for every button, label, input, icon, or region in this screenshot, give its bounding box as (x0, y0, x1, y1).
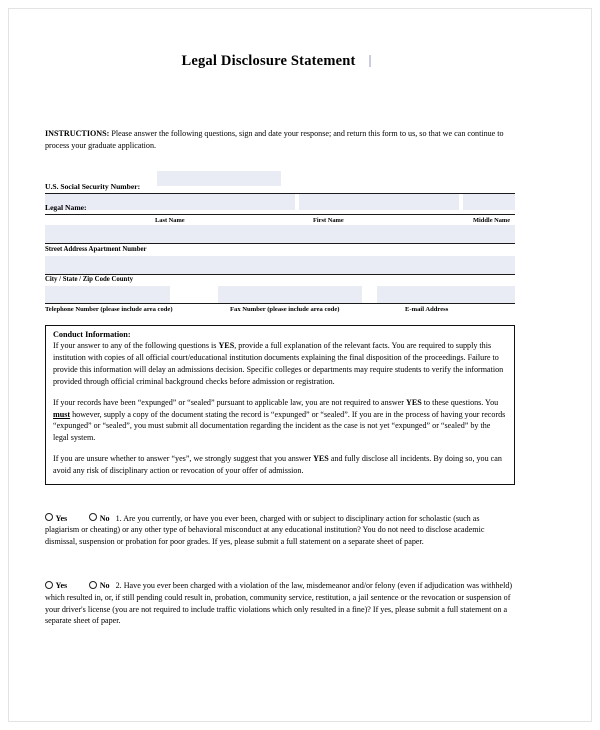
instructions-paragraph (45, 128, 515, 151)
conduct-heading: Conduct Information: (53, 330, 131, 340)
ssn-input[interactable] (157, 171, 281, 186)
legal-name-row (45, 194, 515, 214)
question-1-text: Are you currently, or have you ever been, charged with or subject to disciplinary action for scholastic (such as plagiarism or cheating) or any other type of behavioral misconduct at any educational institution? You do not need to disclose academic dismissal, suspension or probation for poor grades. If yes, please submit a full statement on a separate sheet of paper. (45, 513, 485, 547)
conduct-p1-part-a: If your answer to any of the following questions is (53, 341, 219, 351)
document-content (45, 0, 515, 627)
question-1-no-radio[interactable] (89, 513, 97, 521)
first-name-input[interactable] (299, 194, 459, 210)
street-address-input[interactable] (45, 225, 515, 243)
question-1-number: 1. (115, 513, 122, 523)
conduct-p1-yes: YES (218, 341, 235, 351)
city-state-zip-label: City / State / Zip Code County (45, 276, 133, 284)
contact-labels (45, 304, 515, 313)
telephone-input[interactable] (45, 286, 170, 303)
contact-gap-1 (170, 286, 218, 303)
question-2-yes-label[interactable]: Yes (55, 581, 68, 591)
fax-input[interactable] (218, 286, 362, 303)
telephone-label: Telephone Number (please include area code) (45, 306, 173, 314)
question-1 (45, 513, 515, 548)
conduct-p3-part-a: If you are unsure whether to answer “yes”, we strongly suggest that you answer (53, 453, 314, 463)
contact-gap-2 (362, 286, 377, 303)
text-cursor-caret (369, 55, 371, 67)
conduct-p2-part-b: to these questions. You (421, 397, 499, 407)
instructions-text: Please answer the following questions, sign and date your response; and return this form to us, so that we can continue to process your graduate application. (45, 129, 504, 150)
first-name-label: First Name (313, 216, 344, 224)
conduct-p3-yes: YES (313, 453, 329, 463)
question-2-no-label[interactable]: No (99, 581, 110, 591)
question-1-yes-label[interactable]: Yes (55, 513, 68, 523)
question-2-text: Have you ever been charged with a violation of the law, misdemeanor and/or felony (even if adjudication was withheld) which resulted in, or, if still pending could result in, probation, community service, restitution, a jail sentence or the revocation or suspension of your driver's license (you are not required to include traffic violations which only resulted in a fine)? If yes, please submit a full statement on a separate sheet of paper. (45, 581, 513, 626)
applicant-form (45, 171, 515, 313)
conduct-p1-part-b: , provide a full explanation of the relevant facts. You are required to supply this institution with copies of all official court/educational institution documents explaining the final disposition of the proceedings. Failure to provide this information will delay an admissions decision. Specific colleges or departments may require students to verify the information provided through official criminal background checks before admission or registration. (53, 341, 504, 386)
contact-inputs (45, 286, 515, 303)
middle-name-label: Middle Name (473, 216, 511, 224)
conduct-p2-must: must (53, 409, 71, 419)
question-2-options (45, 581, 110, 590)
question-1-options (45, 514, 110, 523)
page-title: Legal Disclosure Statement (181, 53, 356, 69)
middle-name-input[interactable] (463, 194, 515, 210)
legal-name-label: Legal Name: (45, 203, 87, 213)
last-name-label: Last Name (155, 216, 185, 224)
question-2-number: 2. (115, 581, 122, 591)
question-1-yes-radio[interactable] (45, 513, 53, 521)
ssn-label: U.S. Social Security Number: (45, 182, 141, 192)
name-sublabels (45, 215, 515, 225)
question-2-yes-radio[interactable] (45, 581, 53, 589)
question-2-no-radio[interactable] (89, 581, 97, 589)
conduct-p3-part-b: and fully disclose all incidents. By doing so, you can avoid any risk of disciplinary action or revocation of your offer of admission. (53, 453, 502, 475)
email-input[interactable] (377, 286, 515, 303)
conduct-paragraph-1 (53, 340, 507, 387)
conduct-p2-part-c: however, supply a copy of the document stating the record is “expunged” or “sealed”. If you are in the process of having your records “expunged” or “sealed”, you must submit all documentation regarding the incident as the case is not yet “expunged” or “sealed” by the legal system. (53, 409, 506, 443)
conduct-information-box (45, 325, 515, 484)
email-label: E-mail Address (405, 306, 449, 314)
conduct-paragraph-3 (53, 453, 507, 477)
title-area (45, 0, 515, 70)
city-state-zip-input[interactable] (45, 256, 515, 274)
question-1-no-label[interactable]: No (99, 513, 110, 523)
question-2 (45, 580, 515, 627)
conduct-paragraph-2 (53, 397, 507, 444)
street-address-label: Street Address Apartment Number (45, 245, 147, 253)
ssn-row (45, 171, 515, 193)
instructions-label: INSTRUCTIONS: (45, 129, 110, 138)
fax-label: Fax Number (please include area code) (230, 306, 340, 314)
legal-name-inputs (45, 194, 515, 213)
conduct-p2-part-a: If your records have been “expunged” or “sealed” pursuant to applicable law, you are not required to answer (53, 397, 406, 407)
conduct-p2-yes: YES (405, 397, 422, 407)
